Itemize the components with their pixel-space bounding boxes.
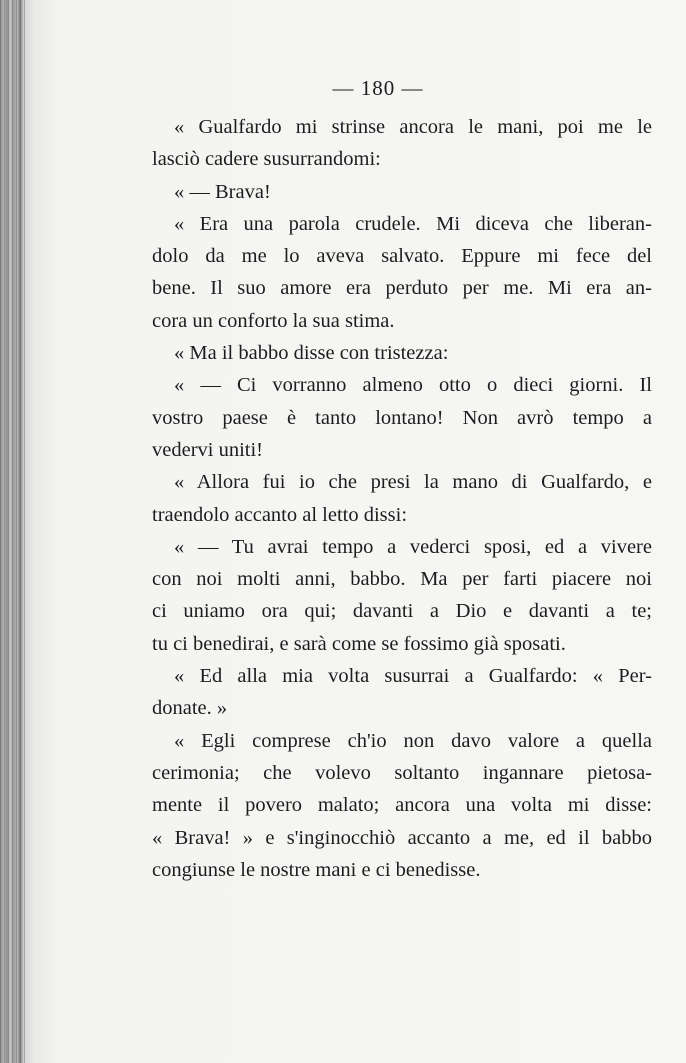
text-line: congiunse le nostre mani e ci benedisse. (152, 858, 481, 881)
body-text (152, 111, 652, 886)
text-line: cerimonia; che volevo soltanto ingannare pietosa- (152, 761, 652, 784)
text-line: dolo da me lo aveva salvato. Eppure mi fece del (152, 245, 652, 268)
text-line: « — Ci vorranno almeno otto o dieci giorni. Il (174, 374, 652, 397)
text-line: « Gualfardo mi strinse ancora le mani, poi me le (174, 116, 652, 138)
text-line: lasciò cadere susurrandomi: (152, 148, 381, 171)
text-line: vostro paese è tanto lontano! Non avrò tempo a (152, 406, 652, 429)
text-line: bene. Il suo amore era perduto per me. Mi era an- (152, 277, 652, 300)
text-line: vedervi uniti! (152, 438, 264, 461)
text-line: « Era una parola crudele. Mi diceva che liberan- (174, 212, 652, 235)
text-line: mente il povero malato; ancora una volta mi disse: (152, 794, 652, 817)
text-line: con noi molti anni, babbo. Ma per farti piacere noi (152, 568, 652, 591)
text-line: « — Tu avrai tempo a vederci sposi, ed a vivere (174, 535, 652, 558)
text-line: « Ma il babbo disse con tristezza: (174, 342, 449, 365)
text-line: cora un conforto la sua stima. (152, 309, 395, 332)
text-line: « Allora fui io che presi la mano di Gualfardo, e (174, 471, 652, 494)
text-line: « Egli comprese ch'io non davo valore a quella (174, 729, 652, 752)
text-line: « Ed alla mia volta susurrai a Gualfardo: « Per- (174, 665, 652, 688)
text-line: « Brava! » e s'inginocchiò accanto a me, ed il babbo (152, 826, 652, 849)
book-spine-edge (0, 0, 26, 1063)
text-line: donate. » (152, 697, 228, 720)
page-number: — 180 — (332, 76, 424, 100)
text-line: traendolo accanto al letto dissi: (152, 503, 408, 526)
text-line: ci uniamo ora qui; davanti a Dio e davanti a te; (152, 600, 652, 623)
text-line: tu ci benedirai, e sarà come se fossimo già sposati. (152, 632, 566, 655)
text-line: « — Brava! (174, 180, 271, 203)
